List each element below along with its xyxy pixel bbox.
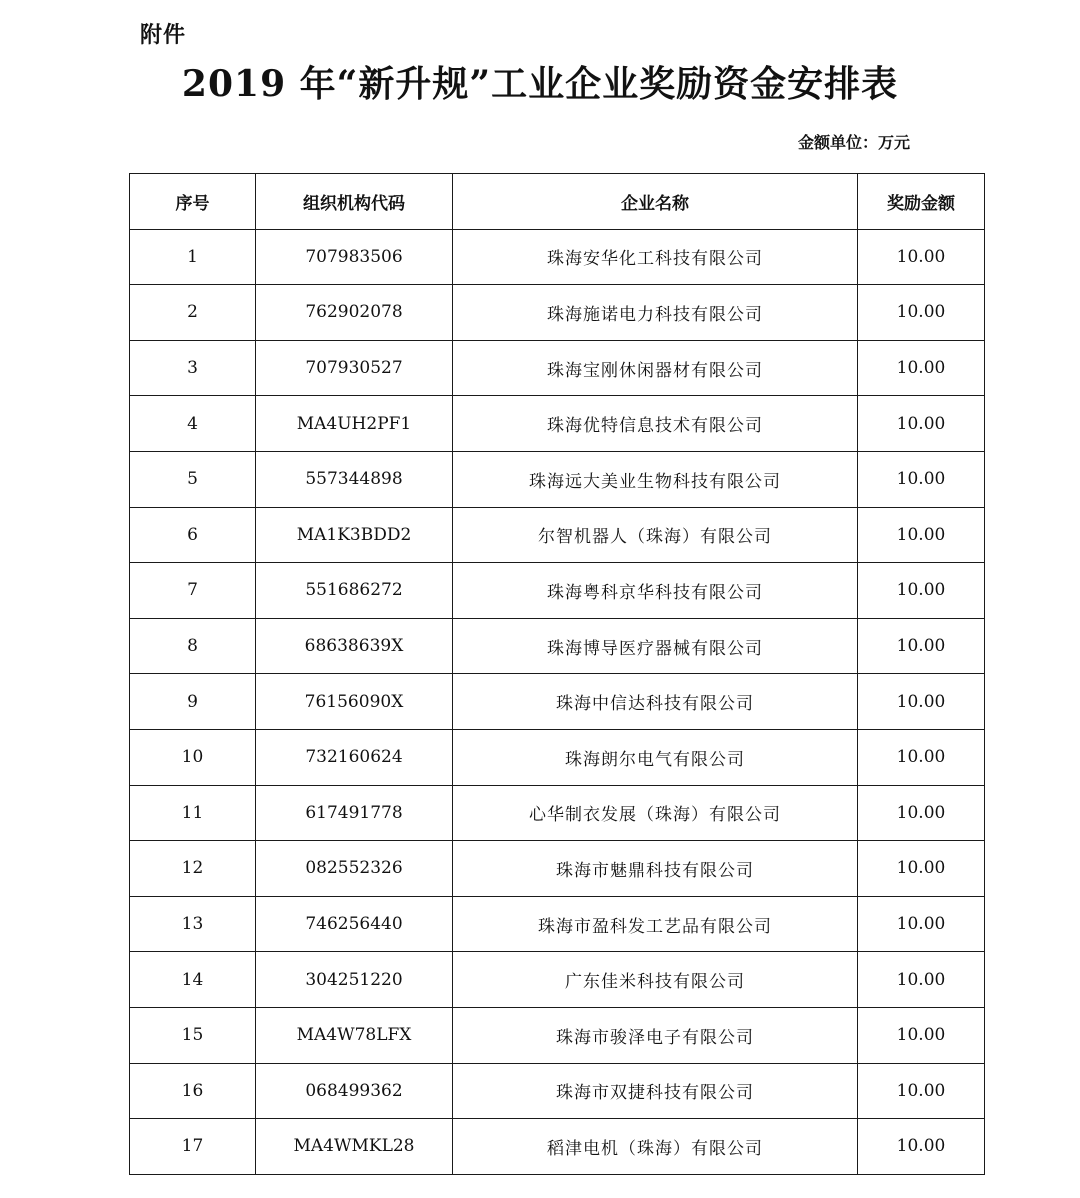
company-name-cell: 珠海优特信息技术有限公司 [453, 396, 858, 452]
company-name-cell: 广东佳米科技有限公司 [453, 952, 858, 1008]
award-amount-cell: 10.00 [858, 396, 985, 452]
amount-unit-note: 金额单位：万元 [797, 133, 910, 152]
company-name-cell: 珠海宝刚休闲器材有限公司 [453, 340, 858, 396]
row-number-cell: 14 [130, 952, 256, 1008]
company-name-cell: 珠海远大美业生物科技有限公司 [453, 451, 858, 507]
org-code-cell: 746256440 [256, 896, 453, 952]
org-code-cell: MA1K3BDD2 [256, 507, 453, 563]
award-amount-cell: 10.00 [858, 1063, 985, 1119]
row-number-cell: 3 [130, 340, 256, 396]
org-code-cell: 304251220 [256, 952, 453, 1008]
company-name-cell: 珠海施诺电力科技有限公司 [453, 285, 858, 341]
table-row [130, 729, 985, 785]
org-code-cell: 082552326 [256, 841, 453, 897]
row-number-cell: 7 [130, 563, 256, 619]
company-name-cell: 珠海粤科京华科技有限公司 [453, 563, 858, 619]
award-amount-cell: 10.00 [858, 729, 985, 785]
org-code-cell: 617491778 [256, 785, 453, 841]
company-name-cell: 尔智机器人（珠海）有限公司 [453, 507, 858, 563]
table-row [130, 229, 985, 285]
org-code-cell: 732160624 [256, 729, 453, 785]
row-number-cell: 17 [130, 1119, 256, 1175]
company-name-cell: 珠海市盈科发工艺品有限公司 [453, 896, 858, 952]
org-code-cell: MA4UH2PF1 [256, 396, 453, 452]
award-amount-cell: 10.00 [858, 507, 985, 563]
company-name-cell: 珠海博导医疗器械有限公司 [453, 618, 858, 674]
table-header-row [130, 174, 985, 230]
award-amount-cell: 10.00 [858, 229, 985, 285]
row-number-cell: 1 [130, 229, 256, 285]
company-name-cell: 珠海朗尔电气有限公司 [453, 729, 858, 785]
table-row [130, 1007, 985, 1063]
award-amount-cell: 10.00 [858, 952, 985, 1008]
org-code-cell: 68638639X [256, 618, 453, 674]
row-number-cell: 2 [130, 285, 256, 341]
table-row [130, 952, 985, 1008]
company-name-cell: 珠海安华化工科技有限公司 [453, 229, 858, 285]
company-name-cell: 珠海市魅鼎科技有限公司 [453, 841, 858, 897]
org-code-cell: 551686272 [256, 563, 453, 619]
org-code-cell: 707983506 [256, 229, 453, 285]
column-header-org-code: 组织机构代码 [256, 174, 453, 230]
row-number-cell: 15 [130, 1007, 256, 1063]
org-code-cell: 068499362 [256, 1063, 453, 1119]
award-amount-cell: 10.00 [858, 896, 985, 952]
award-amount-cell: 10.00 [858, 618, 985, 674]
award-amount-cell: 10.00 [858, 451, 985, 507]
table-row [130, 896, 985, 952]
company-name-cell: 珠海中信达科技有限公司 [453, 674, 858, 730]
column-header-award-amount: 奖励金额 [858, 174, 985, 230]
award-amount-cell: 10.00 [858, 285, 985, 341]
company-name-cell: 珠海市双捷科技有限公司 [453, 1063, 858, 1119]
table-row [130, 1119, 985, 1175]
table-row [130, 674, 985, 730]
org-code-cell: 762902078 [256, 285, 453, 341]
table-row [130, 507, 985, 563]
row-number-cell: 10 [130, 729, 256, 785]
table-row [130, 396, 985, 452]
org-code-cell: 557344898 [256, 451, 453, 507]
award-amount-cell: 10.00 [858, 1119, 985, 1175]
org-code-cell: 76156090X [256, 674, 453, 730]
table-row [130, 340, 985, 396]
table-row [130, 618, 985, 674]
company-name-cell: 稻津电机（珠海）有限公司 [453, 1119, 858, 1175]
row-number-cell: 12 [130, 841, 256, 897]
table-row [130, 785, 985, 841]
table-row [130, 285, 985, 341]
row-number-cell: 6 [130, 507, 256, 563]
attachment-label: 附件 [140, 23, 187, 48]
row-number-cell: 4 [130, 396, 256, 452]
table-row [130, 841, 985, 897]
row-number-cell: 11 [130, 785, 256, 841]
table-row [130, 1063, 985, 1119]
award-amount-cell: 10.00 [858, 785, 985, 841]
column-header-company-name: 企业名称 [453, 174, 858, 230]
org-code-cell: MA4WMKL28 [256, 1119, 453, 1175]
document-title: 2019 年“新升规”工业企业奖励资金安排表 [181, 63, 899, 105]
table-body [130, 229, 985, 1174]
award-table [129, 173, 985, 1175]
row-number-cell: 8 [130, 618, 256, 674]
award-amount-cell: 10.00 [858, 674, 985, 730]
table-row [130, 563, 985, 619]
company-name-cell: 珠海市骏泽电子有限公司 [453, 1007, 858, 1063]
column-header-number: 序号 [130, 174, 256, 230]
award-amount-cell: 10.00 [858, 841, 985, 897]
row-number-cell: 13 [130, 896, 256, 952]
company-name-cell: 心华制衣发展（珠海）有限公司 [453, 785, 858, 841]
award-amount-cell: 10.00 [858, 1007, 985, 1063]
row-number-cell: 16 [130, 1063, 256, 1119]
award-amount-cell: 10.00 [858, 340, 985, 396]
table-row [130, 451, 985, 507]
org-code-cell: MA4W78LFX [256, 1007, 453, 1063]
award-amount-cell: 10.00 [858, 563, 985, 619]
row-number-cell: 9 [130, 674, 256, 730]
row-number-cell: 5 [130, 451, 256, 507]
org-code-cell: 707930527 [256, 340, 453, 396]
